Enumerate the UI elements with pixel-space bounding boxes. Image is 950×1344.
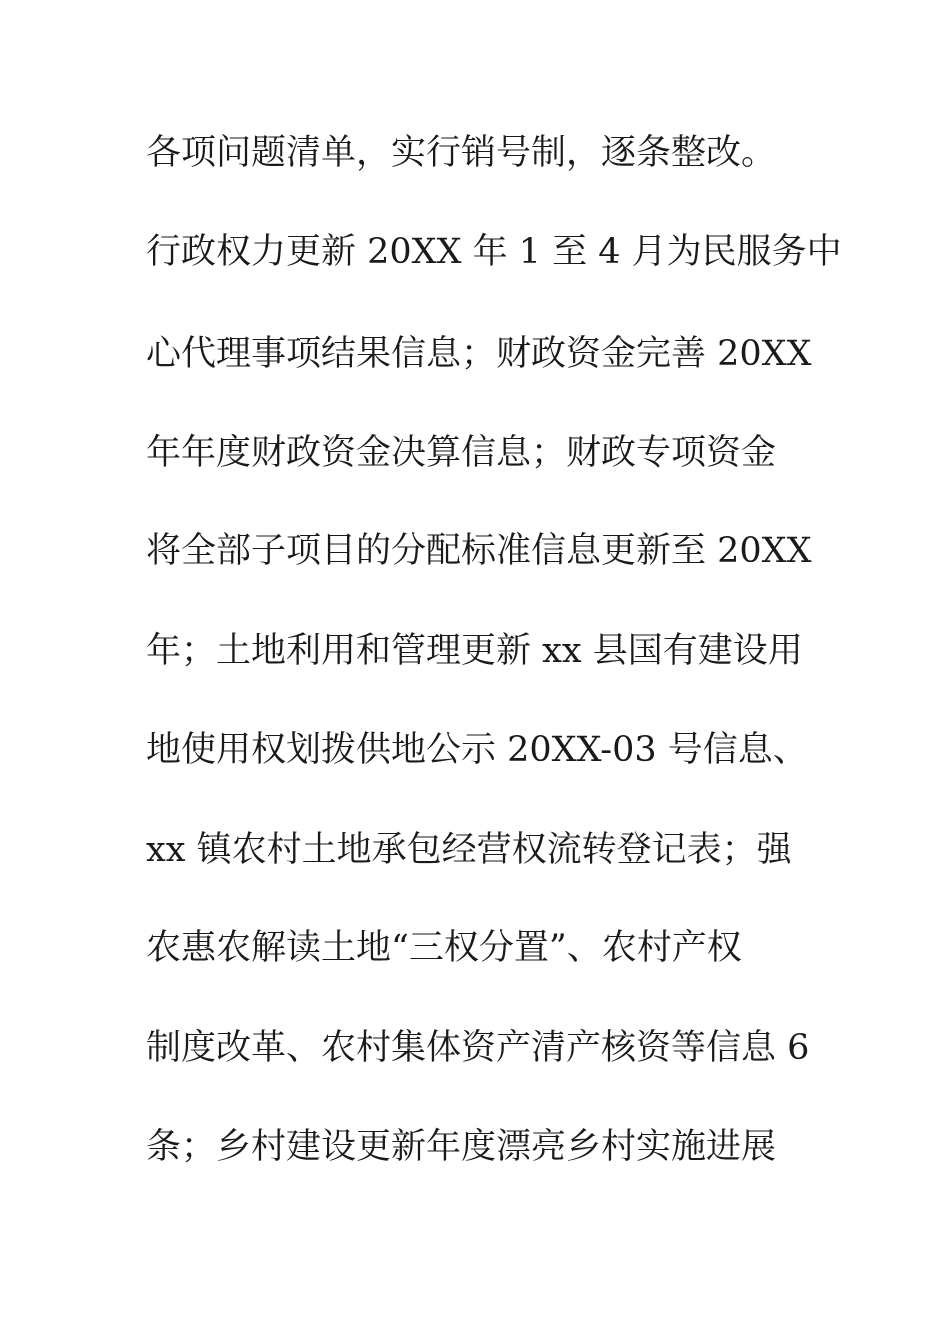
text-line-5: 将全部子项目的分配标准信息更新至 20XX xyxy=(146,531,812,571)
text-line-10: 制度改革、农村集体资产清产核资等信息 6 xyxy=(146,1028,810,1068)
text-line-11: 条；乡村建设更新年度漂亮乡村实施进展 xyxy=(146,1127,777,1167)
text-line-9: 农惠农解读土地“三权分置”、农村产权 xyxy=(146,928,742,968)
text-line-3: 心代理事项结果信息；财政资金完善 20XX xyxy=(146,334,812,374)
text-line-1: 各项问题清单，实行销号制，逐条整改。 xyxy=(146,133,777,173)
text-line-6: 年；土地利用和管理更新 xx 县国有建设用 xyxy=(146,631,803,671)
text-line-7: 地使用权划拨供地公示 20XX-03 号信息、 xyxy=(146,730,808,770)
text-line-4: 年年度财政资金决算信息；财政专项资金 xyxy=(146,433,777,473)
text-line-2: 行政权力更新 20XX 年 1 至 4 月为民服务中 xyxy=(146,232,842,272)
text-line-8: xx 镇农村土地承包经营权流转登记表；强 xyxy=(146,830,792,870)
